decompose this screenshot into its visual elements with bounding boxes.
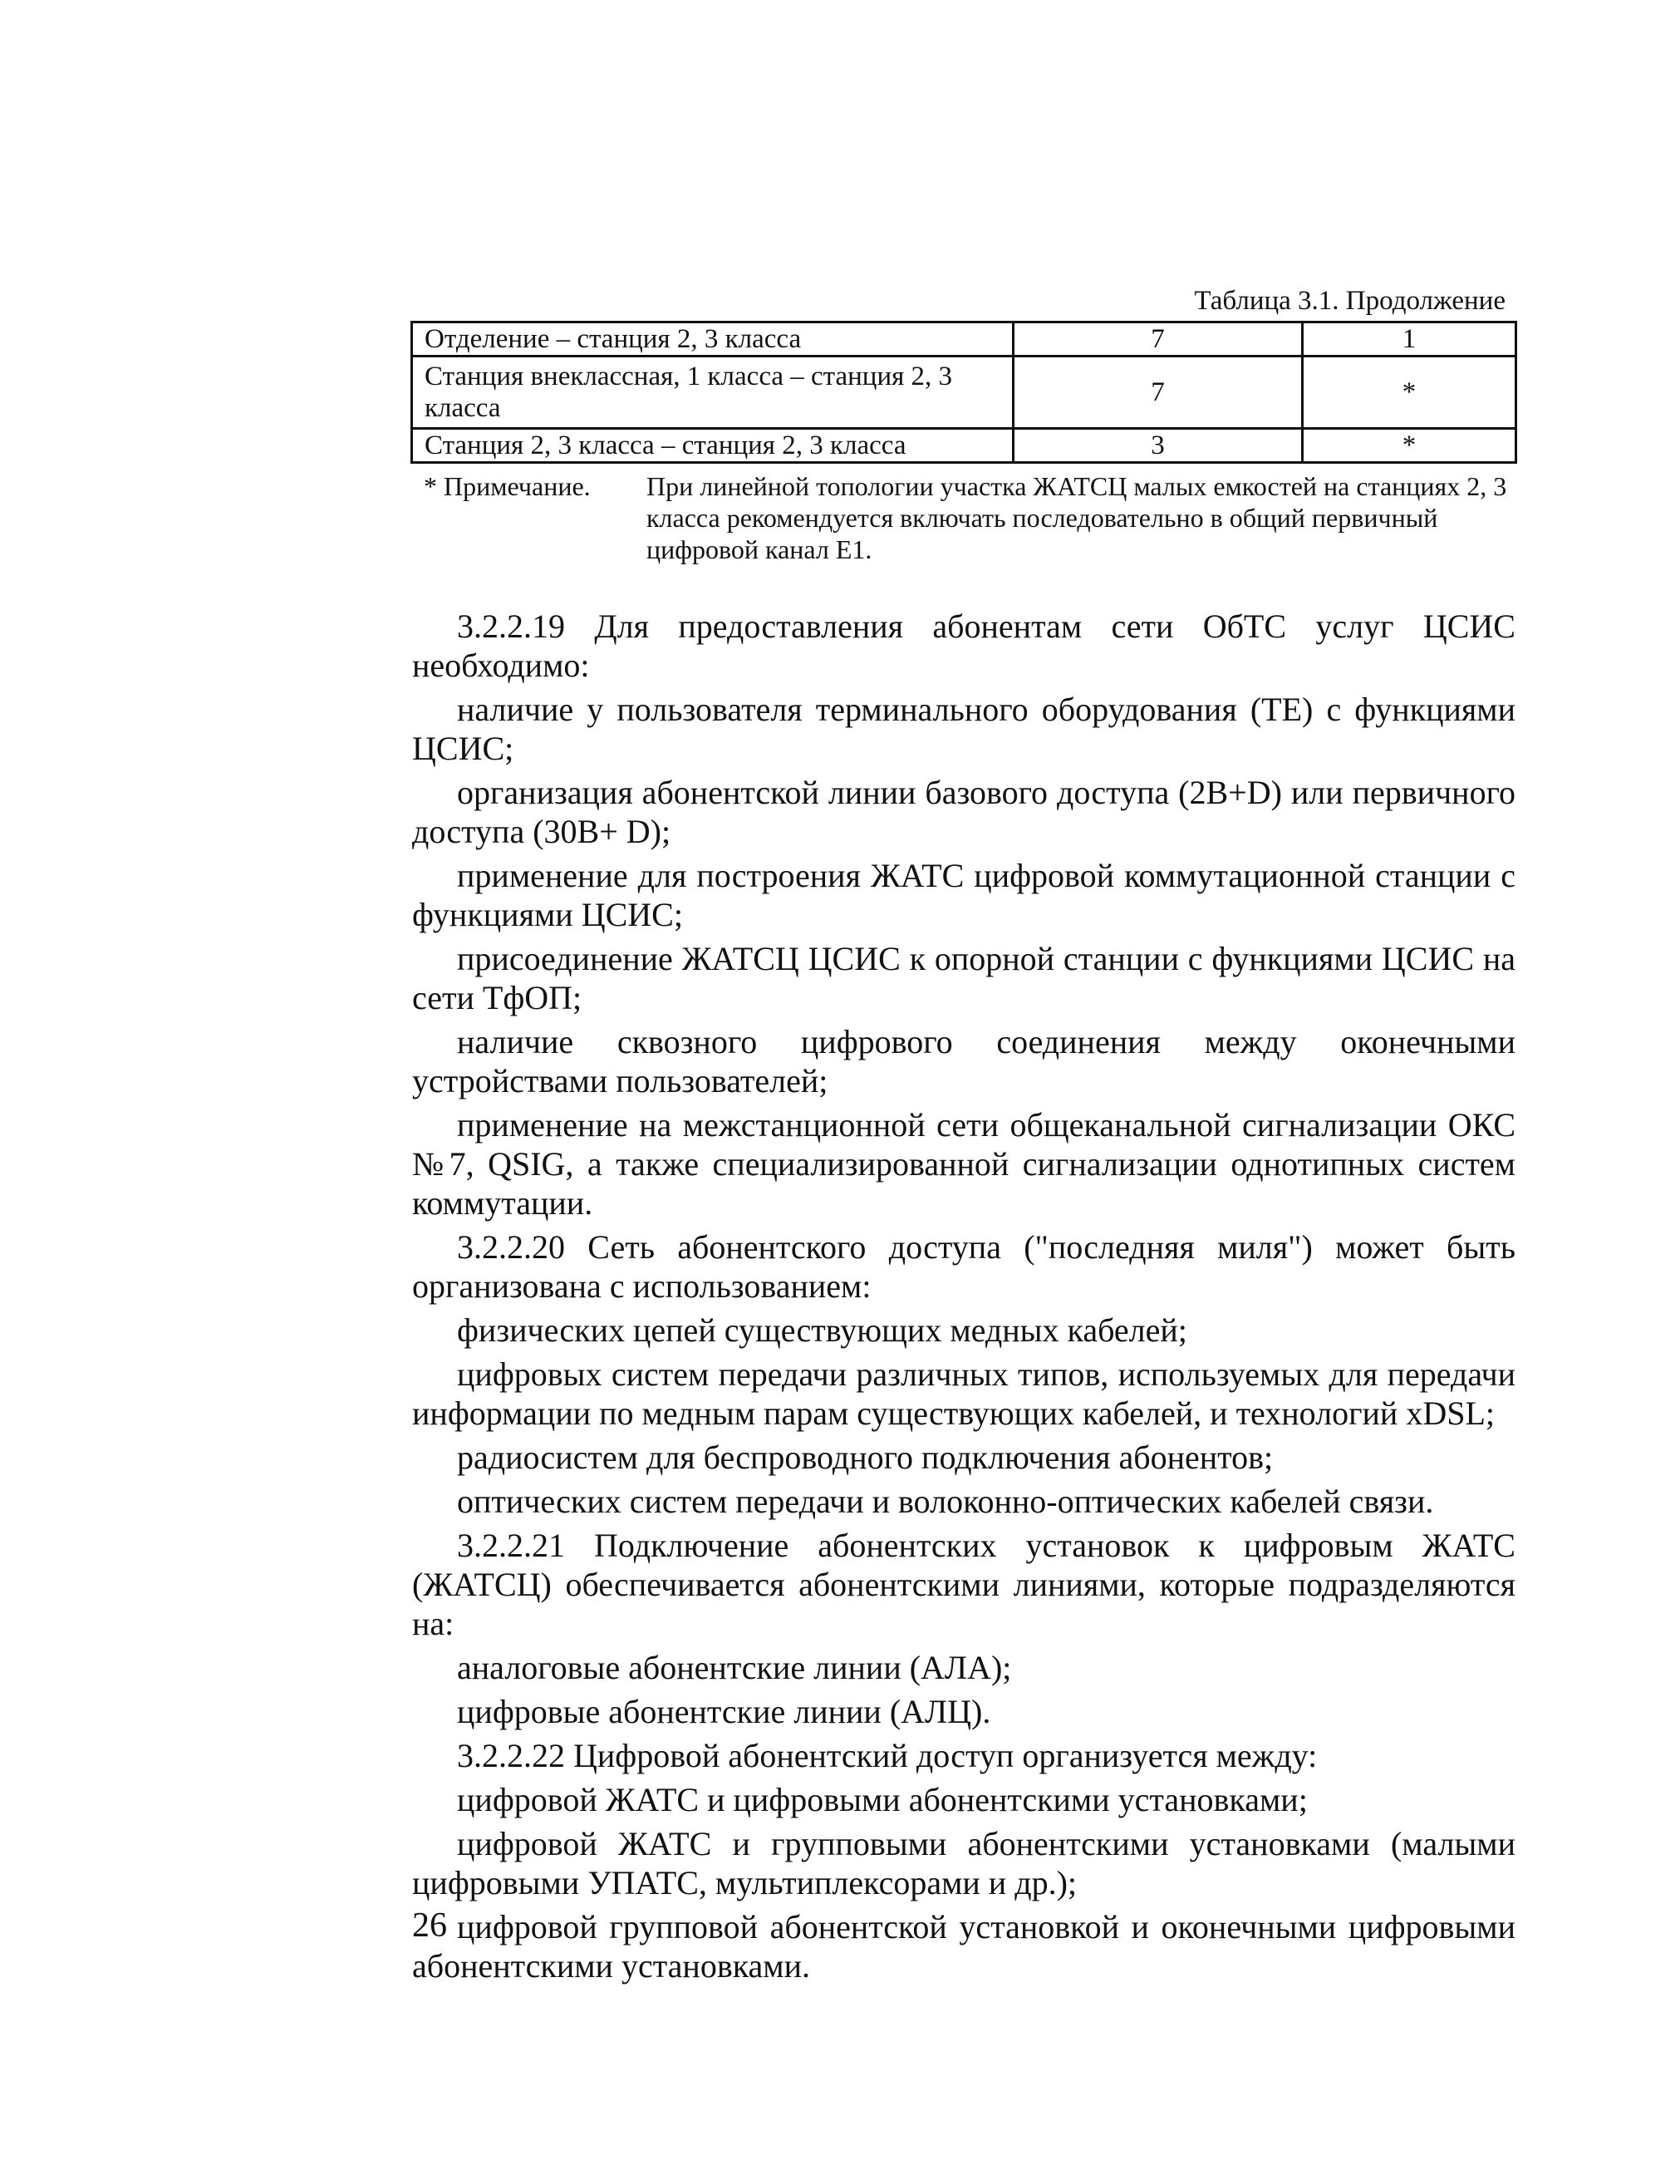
continuation-table [410, 321, 1517, 464]
paragraph: присоединение ЖАТСЦ ЦСИС к опорной станции с функциями ЦСИС на сети ТфОП; [412, 940, 1515, 1016]
table-caption: Таблица 3.1. Продолжение [1194, 286, 1506, 316]
paragraph: радиосистем для беспроводного подключения абонентов; [457, 1439, 1274, 1476]
table-cell-extra: * [1303, 357, 1516, 429]
table-cell-route: Станция 2, 3 класса – станция 2, 3 класса [412, 429, 1014, 463]
paragraph: цифровых систем передачи различных типов, используемых для передачи информации по медным парам существующих кабелей, и технологий xDSL; [412, 1355, 1515, 1432]
paragraph: оптических систем передачи и волоконно-оптических кабелей связи. [457, 1483, 1434, 1520]
paragraph: наличие сквозного цифрового соединения между оконечными устройствами пользователей; [412, 1023, 1515, 1099]
table-row [412, 357, 1516, 429]
paragraph: цифровой групповой абонентской установкой и оконечными цифровыми абонентскими установками. [412, 1908, 1515, 1985]
table-cell-value: 3 [1014, 429, 1303, 463]
paragraph: цифровой ЖАТС и групповыми абонентскими установками (малыми цифровыми УПАТС, мультиплексорами и др.); [412, 1825, 1515, 1901]
body-text [412, 607, 1515, 1990]
note-text: При линейной топологии участка ЖАТСЦ малых емкостей на станциях 2, 3 класса рекомендуется включать последовательно в общий первичный цифровой канал Е1. [646, 471, 1507, 564]
table-cell-extra: 1 [1303, 322, 1516, 357]
table-cell-value: 7 [1014, 357, 1303, 429]
note-label: * Примечание. [424, 471, 591, 501]
paragraph: применение для построения ЖАТС цифровой коммутационной станции с функциями ЦСИС; [412, 857, 1515, 933]
paragraph: 3.2.2.21 Подключение абонентских установок к цифровым ЖАТС (ЖАТСЦ) обеспечивается абонентскими линиями, которые подразделяются на: [412, 1527, 1515, 1642]
table-row [412, 429, 1516, 463]
paragraph: цифровой ЖАТС и цифровыми абонентскими установками; [457, 1781, 1308, 1818]
page-number: 26 [412, 1906, 447, 1945]
table-row [412, 322, 1516, 357]
paragraph: 3.2.2.20 Сеть абонентского доступа ("последняя миля") может быть организована с использованием: [412, 1228, 1515, 1305]
table-cell-route: Отделение – станция 2, 3 класса [412, 322, 1014, 357]
table-cell-route: Станция внеклассная, 1 класса – станция 2, 3 класса [412, 357, 1014, 429]
paragraph: наличие у пользователя терминального оборудования (ТЕ) с функциями ЦСИС; [412, 691, 1515, 767]
paragraph: 3.2.2.22 Цифровой абонентский доступ организуется между: [457, 1737, 1318, 1774]
paragraph: цифровые абонентские линии (АЛЦ). [457, 1693, 991, 1730]
table-cell-extra: * [1303, 429, 1516, 463]
paragraph: 3.2.2.19 Для предоставления абонентам сети ОбТС услуг ЦСИС необходимо: [412, 607, 1515, 684]
paragraph: аналоговые абонентские линии (АЛА); [457, 1649, 1012, 1686]
table-cell-value: 7 [1014, 322, 1303, 357]
paragraph: организация абонентской линии базового доступа (2В+D) или первичного доступа (30В+ D); [412, 774, 1515, 850]
paragraph: физических цепей существующих медных кабелей; [457, 1311, 1187, 1349]
paragraph: применение на межстанционной сети общеканальной сигнализации ОКС №7, QSIG, а также специализированной сигнализации однотипных систем коммутации. [412, 1106, 1515, 1222]
